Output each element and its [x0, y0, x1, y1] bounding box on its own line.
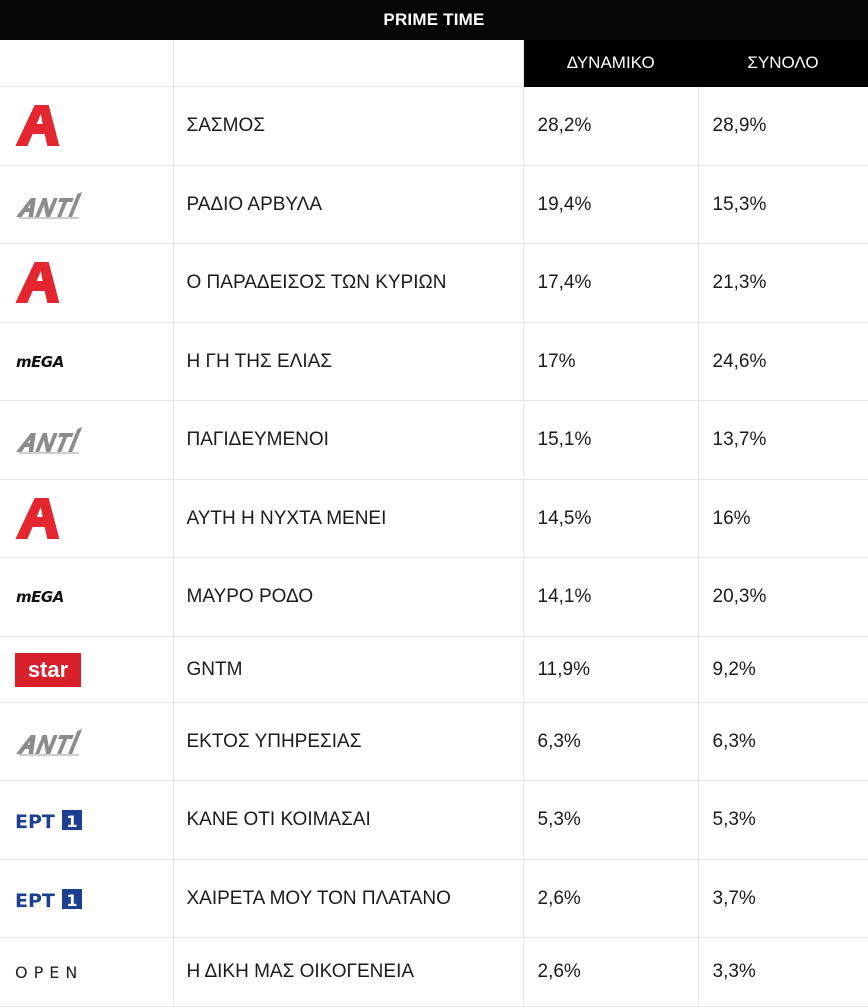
show-title: Η ΔΙΚΗ ΜΑΣ ΟΙΚΟΓΕΝΕΙΑ: [173, 938, 523, 1007]
table-row: [0, 938, 868, 1007]
ratings-table: [0, 40, 868, 1007]
show-title: Η ΓΗ ΤΗΣ ΕΛΙΑΣ: [173, 323, 523, 401]
total-share: 15,3%: [698, 166, 868, 244]
dynamic-share: 14,1%: [523, 558, 698, 637]
channel-logo-cell: [0, 938, 173, 1007]
total-share: 3,3%: [698, 938, 868, 1007]
channel-logo-cell: [0, 323, 173, 401]
ant1-logo-icon: [0, 190, 173, 220]
total-share: 20,3%: [698, 558, 868, 637]
header-show-cell: [173, 40, 523, 87]
dynamic-share: 11,9%: [523, 637, 698, 703]
dynamic-share: 19,4%: [523, 166, 698, 244]
dynamic-share: 2,6%: [523, 860, 698, 938]
show-title: ΠΑΓΙΔΕΥΜΕΝΟΙ: [173, 401, 523, 480]
channel-logo-cell: [0, 703, 173, 781]
header-dynamic: ΔΥΝΑΜΙΚΟ: [523, 40, 698, 87]
mega-logo-icon: [0, 589, 173, 605]
dynamic-share: 17%: [523, 323, 698, 401]
table-row: [0, 781, 868, 860]
dynamic-share: 15,1%: [523, 401, 698, 480]
table-row: [0, 703, 868, 781]
table-row: [0, 166, 868, 244]
channel-logo-cell: [0, 244, 173, 323]
svg-text:star: star: [27, 656, 69, 682]
table-row: [0, 244, 868, 323]
svg-text:1: 1: [66, 812, 78, 831]
header-total: ΣΥΝΟΛΟ: [698, 40, 868, 87]
show-title: ΜΑΥΡΟ ΡΟΔΟ: [173, 558, 523, 637]
alpha-logo-icon: [0, 495, 173, 543]
ant1-logo-icon: [0, 425, 173, 455]
table-row: [0, 480, 868, 558]
total-share: 24,6%: [698, 323, 868, 401]
svg-text:ΕΡΤ: ΕΡΤ: [15, 811, 55, 831]
total-share: 5,3%: [698, 781, 868, 860]
dynamic-share: 5,3%: [523, 781, 698, 860]
show-title: ΧΑΙΡΕΤΑ ΜΟΥ ΤΟΝ ΠΛΑΤΑΝΟ: [173, 860, 523, 938]
channel-logo-cell: [0, 87, 173, 166]
channel-logo-cell: [0, 401, 173, 480]
total-share: 3,7%: [698, 860, 868, 938]
dynamic-share: 6,3%: [523, 703, 698, 781]
svg-text:1: 1: [66, 890, 78, 910]
channel-logo-cell: [0, 480, 173, 558]
table-row: [0, 558, 868, 637]
dynamic-share: 2,6%: [523, 938, 698, 1007]
table-row: [0, 860, 868, 938]
mega-logo-icon: [0, 354, 173, 370]
dynamic-share: 17,4%: [523, 244, 698, 323]
show-title: Ο ΠΑΡΑΔΕΙΣΟΣ ΤΩΝ ΚΥΡΙΩΝ: [173, 244, 523, 323]
table-row: [0, 87, 868, 166]
ert1-logo-icon: [0, 888, 173, 910]
ant1-logo-icon: [0, 727, 173, 757]
star-logo-icon: [0, 653, 173, 687]
prime-time-banner: [0, 0, 868, 40]
total-share: 6,3%: [698, 703, 868, 781]
svg-text:ΕΡΤ: ΕΡΤ: [15, 889, 55, 910]
alpha-logo-icon: [0, 102, 173, 150]
show-title: ΡΑΔΙΟ ΑΡΒΥΛΑ: [173, 166, 523, 244]
dynamic-share: 14,5%: [523, 480, 698, 558]
svg-text:mEGA: mEGA: [16, 589, 64, 605]
header-logo-cell: [0, 40, 173, 87]
table-header-row: [0, 40, 868, 87]
alpha-logo-icon: [0, 259, 173, 307]
total-share: 28,9%: [698, 87, 868, 166]
total-share: 9,2%: [698, 637, 868, 703]
dynamic-share: 28,2%: [523, 87, 698, 166]
svg-text:OPEN: OPEN: [15, 963, 84, 981]
banner-title: PRIME TIME: [383, 10, 485, 29]
show-title: ΣΑΣΜΟΣ: [173, 87, 523, 166]
ert1-logo-icon: [0, 809, 173, 831]
show-title: ΕΚΤΟΣ ΥΠΗΡΕΣΙΑΣ: [173, 703, 523, 781]
show-title: ΚΑΝΕ ΟΤΙ ΚΟΙΜΑΣΑΙ: [173, 781, 523, 860]
channel-logo-cell: [0, 860, 173, 938]
total-share: 21,3%: [698, 244, 868, 323]
channel-logo-cell: [0, 166, 173, 244]
table-row: [0, 637, 868, 703]
open-logo-icon: [0, 963, 173, 981]
total-share: 13,7%: [698, 401, 868, 480]
table-body: [0, 87, 868, 1007]
channel-logo-cell: [0, 781, 173, 860]
channel-logo-cell: [0, 637, 173, 703]
channel-logo-cell: [0, 558, 173, 637]
table-row: [0, 401, 868, 480]
show-title: ΑΥΤΗ Η ΝΥΧΤΑ ΜΕΝΕΙ: [173, 480, 523, 558]
svg-text:mEGA: mEGA: [16, 353, 64, 370]
total-share: 16%: [698, 480, 868, 558]
show-title: GNTM: [173, 637, 523, 703]
table-row: [0, 323, 868, 401]
